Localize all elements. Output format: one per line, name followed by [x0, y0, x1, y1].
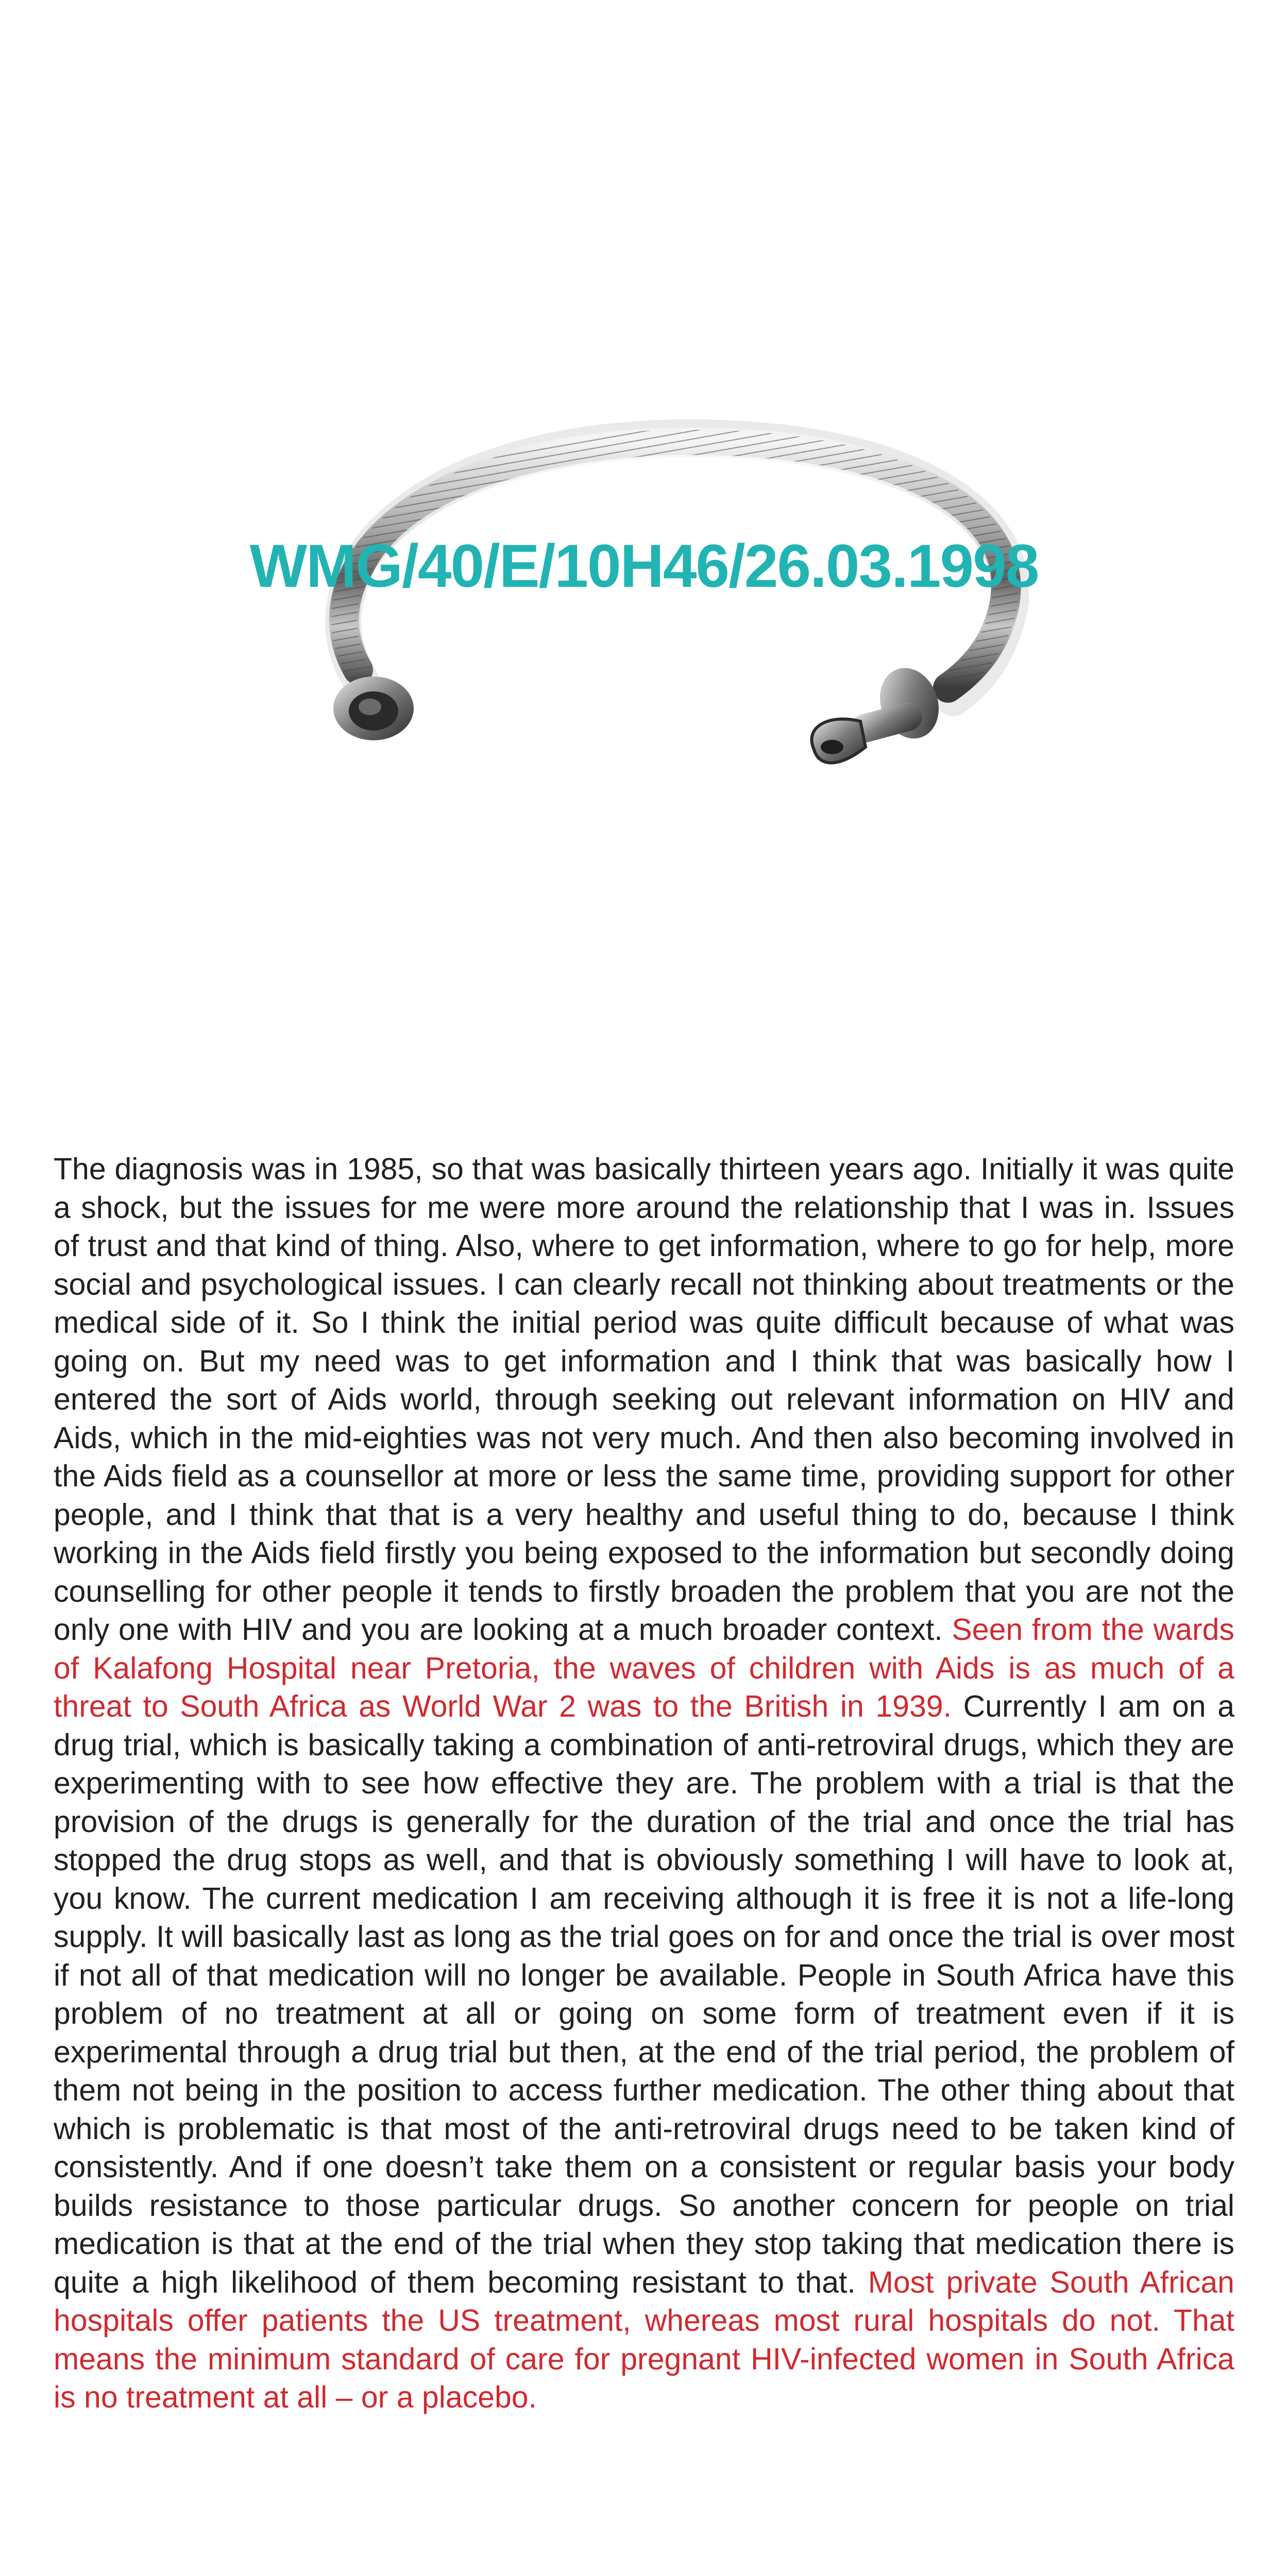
bracelet-photo — [268, 412, 1051, 804]
highlighted-quote-2: Most private South African hospitals offer patients the US treatment, whereas most rural hospitals do not. That means the minimum standard of care for pregnant HIV-infected women in South Africa is no treatment at all – or a placebo. — [54, 2265, 1234, 2414]
highlighted-quote-1: Seen from the wards of Kalafong Hospital near Pretoria, the waves of children with Aids is as much of a threat to South Africa as World War 2 was to the British in 1939. — [54, 1613, 1234, 1723]
hero-section — [0, 0, 1288, 1082]
narrative-paragraph-1: The diagnosis was in 1985, so that was basically thirteen years ago. Initially it was quite a shock, but the issues for me were more around the relationship that I was in. Issues of trust and that kind of thing. Also, where to get information, where to go for help, more social and psychological issues. I can clearly recall not thinking about treatments or the medical side of it. So I think the initial period was quite difficult because of what was going on. But my need was to get information and I think that was basically how I entered the sort of Aids world, through seeking out relevant information on HIV and Aids, which in the mid-eighties was not very much. And then also becoming involved in the Aids field as a counsellor at more or less the same time, providing support for other people, and I think that that is a very healthy and useful thing to do, because I think working in the Aids field firstly you being exposed to the information but secondly doing counselling for other people it tends to firstly broaden the problem that you are not the only one with HIV and you are looking at a much broader context. — [54, 1152, 1234, 1647]
narrative-paragraph-2: Currently I am on a drug trial, which is basically taking a combination of anti-retroviral drugs, which they are experimenting with to see how effective they are. The problem with a trial is that the provision of the drugs is generally for the duration of the trial and once the trial has stopped the drug stops as well, and that is obviously something I will have to look at, you know. The current medication I am receiving although it is free it is not a life-long supply. It will basically last as long as the trial goes on for and once the trial is over most if not all of that medication will no longer be available. People in South Africa have this problem of no treatment at all or going on some form of treatment even if it is experimental through a drug trial but then, at the end of the trial period, the problem of them not being in the position to access further medication. The other thing about that which is problematic is that most of the anti-retroviral drugs need to be taken kind of consistently. And if one doesn’t take them on a consistent or regular basis your body builds resistance to those particular drugs. So another concern for people on trial medication is that at the end of the trial when they stop taking that medication there is quite a high likelihood of them becoming resistant to that. — [54, 1689, 1235, 2299]
testimony-text — [54, 1150, 1234, 2417]
reference-code-title: WMG/40/E/10H46/26.03.1998 — [249, 532, 1039, 600]
